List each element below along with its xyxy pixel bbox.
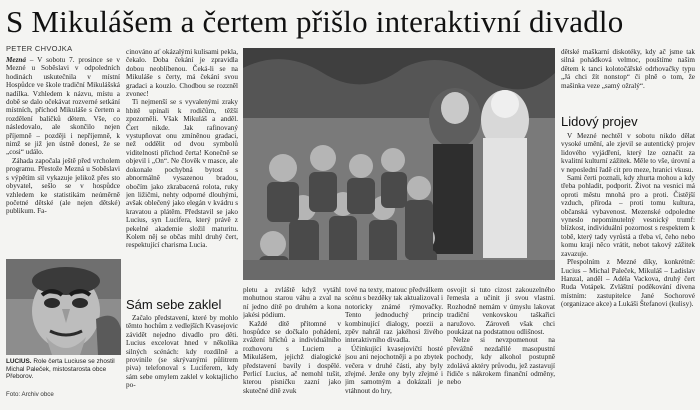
paragraph: Sami čerti poznali, kdy zhurta mohou a kdy třeba pohladit, podporit. Život na vesnici má oproti městu mnohá pro a proti. Čistější vzduch, příroda – proti tomu kultura, občanská vybavenost. Mezenské odpoledne vyneslo nepominutelný vesnický trumf: blízkost, individuální pozornost s respektem k tobě, který tady vyrůstá a třeba ví, čeho nebo komu kraji něco vrátit, nebot takový zážitek zavazuje. <box>561 174 695 258</box>
article-column-3 <box>243 286 341 406</box>
paragraph: osvojit si tuto cizost zakouzelného řemesla a učinit ji svou vlastní. Rozhodně nemám v úmyslu lakovat tradiční venkovskou taškařici naružovo. Zároveň však chci poukázat na podstatnou odlišnost. <box>447 286 555 337</box>
devil-portrait-image <box>6 259 121 355</box>
article-column-4 <box>345 286 443 406</box>
paragraph: dětské maškarní diskotéky, kdy ač jsme tak silná pohádková velmoc, pouštíme našim dětem k tanci kolotočářské odrhovačky typu „Já chci žít nonstop“ či plně o tom, že mašinka vezе „samý ožralý“. <box>561 48 695 90</box>
children-audience-image <box>243 48 555 280</box>
paragraph: V Mezné nechtěl v sobotu nikdo dělat vysoké umění, ale zjevil se autentický projev lidového vyjádření, který lze označit za kvalitní kulturní zážitek. Měle to vše, úrovní a v neposlední řadě cit pro meze, hranici vkusu. <box>561 132 695 174</box>
caption-text: Role čerta Luciuse se zhostil Michal Paleček, mistostarosta obce Přeborov. <box>6 358 115 381</box>
subheading-lidovy-projev: Lidový projev <box>561 114 638 129</box>
article-column-6b <box>561 132 695 408</box>
article-byline: PETER CHVOJKA <box>6 44 73 53</box>
paragraph: Nelze si nevzpomenout na převážně nezdařilé masopustní pochody, kdy alkohol postupně zdolává aktéry průvodu, jež zastavují řidiče s nákrokem finanční odměny, nebo <box>447 336 555 387</box>
caption-label: LUCIUS. <box>6 358 32 365</box>
paragraph: Ti nejmenší se s vyvalenými zraky hbitě upínali k rodičům, těžší zpozorněli. Však Mikuláš a anděl. Čert nikde. Jak rafinovaný vystupňovat onu zmíněnou gradaci, než oddělit od dvou symbolů viditelnosti příchod čerta! Konečně se objevil i „On“. Ne člověk v masce, ale dokonale pochybná bytost s abnormálně vysazenou bradou, obočím jako zkrabacená rolota, ruky jen ližičmi, nehty odporné dlouhými, avšak oblečený jako elegán v kvádru s kravatou a plátěm. Představil se jako Lucius, syn Lucifera, který právě z pekelné akademie složil maturitu. Kolem něj se občas mihl druhý čert, respektující charisma Lucia. <box>126 98 238 250</box>
article-column-2 <box>126 48 238 292</box>
paragraph: pletu a zvláště když vytáhl mohutnou starou váhu a zval na ní jedno dítě po druhém a kona jakési pódium. <box>243 286 341 320</box>
article-headline: S Mikulášem a čertem přišlo interaktivní divadlo <box>6 4 624 39</box>
subheading-sam-sebe-zaklel: Sám sebe zaklel <box>126 297 222 312</box>
photo-credit: Foto: Archiv obce <box>6 391 54 398</box>
paragraph: Každé dítě přítomné v hospůdce se dočkalo pohádení, zvážení hříchů a individuálního rozhovoru s Luciem a Mikulášem, jejichž dialogické představení bavily i dospělé. Perlicí Lucius, ač nemohl tušit, kterou písničku zazní jako skutečné dítě zvuk <box>243 319 341 395</box>
article-column-6 <box>561 48 695 108</box>
lucius-photo <box>6 259 121 355</box>
paragraph: tové na texty, matouc předválkem scénu s bezděky tak aktualizoval i notoricky známé rýmovačky. Tento jednoduchý princip kombinující dialogy, poezii a zpěv nahrál raz jakéhosi živého interaktivního divadla. <box>345 286 443 345</box>
article-column-1 <box>6 56 120 256</box>
paragraph: Přespolním z Mezné díky, konkrétně: Lucius – Michal Paleček, Mikuláš – Ladislav Hanzal, anděl – Adéla Vackova, druhý čert Ruda Votápek. Zvláštní poděkování dívena místním: zastupitelce Jané Sochorové (organizace akce) a Lukáši Štefanovi (kulisy). <box>561 258 695 309</box>
photo-caption <box>6 358 121 381</box>
paragraph: cinováno ať okázalými kulisami pekla, čekalo. Doba čekání je zpravidla dobou neoblíbenou. Čeká-li se na Mikuláše s čerty, má čekání svou gradaci a kouzlo. Chodbou se rozzněl zvonec! <box>126 48 238 99</box>
paragraph: Účinkující kvasejovičtí hosté jsou ani nejochotněji a po zbytek večera v druhé části, aby byly zřejmé. Jenže ony byly zřejmé i jim samotným a dokázali je vtáhnout do hry, <box>345 344 443 395</box>
paragraph: Záhada započala ještě před vrcholem programu. Přestože Mezná u Soběslavi s výpětím sil vykazuje jelikož přes sto obyvatel, sešlo se v hospůdce vzhledem ke statistikám neúměrně početné dětské (ale nejen dětské) publikum. Fa- <box>6 156 120 216</box>
article-column-2b <box>126 314 238 406</box>
dateline-city: Mezná <box>6 56 26 64</box>
paragraph: – V sobotu 7. prosince se v Mezné u Soběslavi v odpoledních hodinách uskutečnila v místní Hospůdce ve škole tradiční Mikulášská nadílka. Vzhledem k názvu, místu a době se dalo očekávat rozverné setkání místních, příchod Mikuláše s čertem a rozdělení balíčků dětem. Vše, co následovalo, ale skončilo nejen příjemně – později i nepříjemně, k nimž se již jen ústně donesl, že se „cosi“ událo. <box>6 56 120 157</box>
paragraph: Začalo představení, které by mohlo těmto hochům z vedlejších Kvasejovic závidět nejedno divadlo pro děti. Lucius excelovat hned v několika silných scénách: kdy rozdílně a provinile (se skrývanými půlitrem piva) telefonoval s Luciferem, kdy sám sebe omylem zaklel v koktajlicho po- <box>126 314 238 390</box>
main-photo <box>243 48 555 280</box>
article-column-5 <box>447 286 555 406</box>
